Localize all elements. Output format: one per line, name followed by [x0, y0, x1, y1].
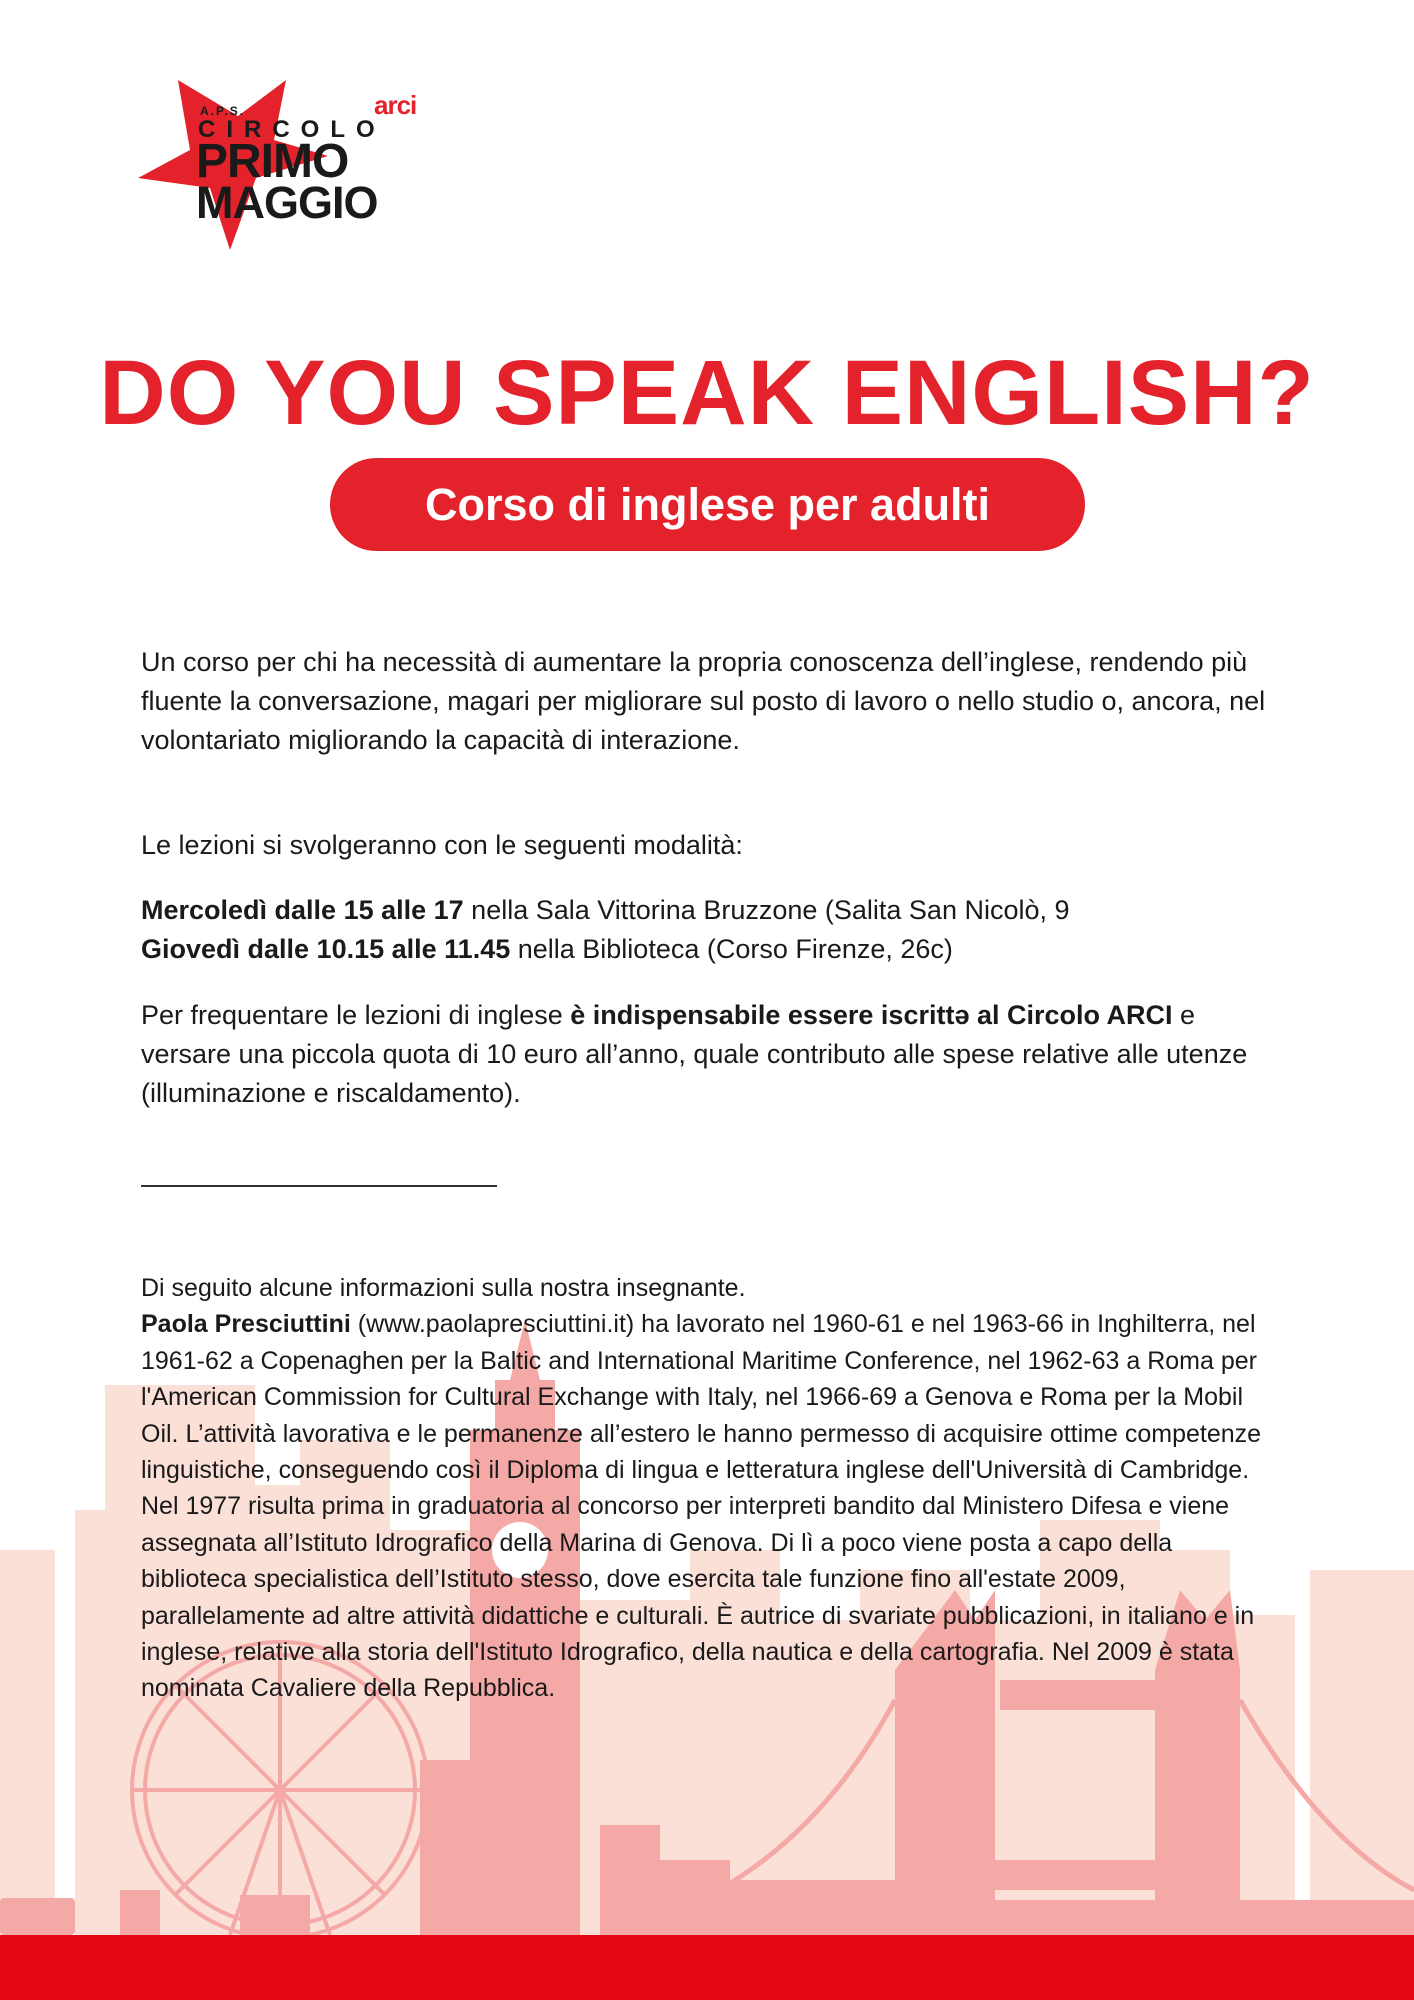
requirement-pre: Per frequentare le lezioni di inglese: [141, 1000, 571, 1030]
subtitle-badge: Corso di inglese per adulti: [330, 458, 1085, 551]
schedule-list: [141, 891, 1281, 969]
footer-bar: [0, 1935, 1414, 2000]
schedule-where: nella Sala Vittorina Bruzzone (Salita San Nicolò, 9: [463, 895, 1070, 925]
logo-primo-text: PRIMO: [196, 135, 349, 188]
page-title: DO YOU SPEAK ENGLISH?: [99, 342, 1315, 444]
requirement-post: e versare una piccola quota di 10 euro all’anno, quale contributo alle spese relative alle utenze (illuminazione e riscaldamento).: [141, 1000, 1248, 1108]
logo-maggio-text: MAGGIO: [196, 177, 378, 228]
circolo-primo-maggio-logo: [138, 78, 428, 253]
teacher-bio-paragraph: [141, 1306, 1281, 1706]
requirement-bold: è indispensabile essere iscrittə al Circolo ARCI: [570, 1000, 1173, 1030]
teacher-name: Paola Presciuttini: [141, 1310, 351, 1339]
section-divider: [141, 1185, 497, 1187]
modalities-paragraph: Le lezioni si svolgeranno con le seguenti modalità:: [141, 830, 743, 860]
teacher-bio-text: (www.paolapresciuttini.it) ha lavorato nel 1960-61 e nel 1963-66 in Inghilterra, nel 1961-62 a Copenaghen per la Baltic and International Maritime Conference, nel 1962-63 a Roma per l'American Commission for Cultural Exchange with Italy, nel 1966-69 a Genova e Roma per la Mobil Oil. L’attività lavorativa e le permanenze all’estero le hanno permesso di acquisire ottime competenze linguistiche, conseguendo così il Diploma di lingua e letteratura inglese dell'Università di Cambridge. Nel 1977 risulta prima in graduatoria al concorso per interpreti bandito dal Ministero Difesa e viene assegnata all’Istituto Idrografico della Marina di Genova. Di lì a poco viene posta a capo della biblioteca specialistica dell’Istituto stesso, dove esercita tale funzione fino all'estate 2009, parallelamente ad altre attività didattiche e culturali. È autrice di svariate pubblicazioni, in italiano e in inglese, relative alla storia dell'Istituto Idrografico, della nautica e della cartografia. Nel 2009 è stata nominata Cavaliere della Repubblica.: [141, 1310, 1262, 1703]
schedule-where: nella Biblioteca (Corso Firenze, 26c): [510, 934, 953, 964]
teacher-intro: Di seguito alcune informazioni sulla nostra insegnante.: [141, 1274, 746, 1302]
schedule-when: Mercoledì dalle 15 alle 17: [141, 895, 464, 925]
requirement-paragraph: [141, 996, 1281, 1113]
schedule-item: [141, 930, 1281, 969]
teacher-bio: [141, 1270, 1281, 1707]
logo-circolo-text: CIRCOLO: [198, 116, 386, 143]
logo-arci-text: arci: [374, 90, 417, 120]
schedule-item: [141, 891, 1281, 930]
logo-aps-text: A.P.S.: [200, 104, 246, 118]
intro-paragraph: Un corso per chi ha necessità di aumentare la propria conoscenza dell’inglese, rendendo più fluente la conversazione, magari per migliorare sul posto di lavoro o nello studio o, ancora, nel volontariato migliorando la capacità di interazione.: [141, 647, 1266, 755]
schedule-when: Giovedì dalle 10.15 alle 11.45: [141, 934, 511, 964]
